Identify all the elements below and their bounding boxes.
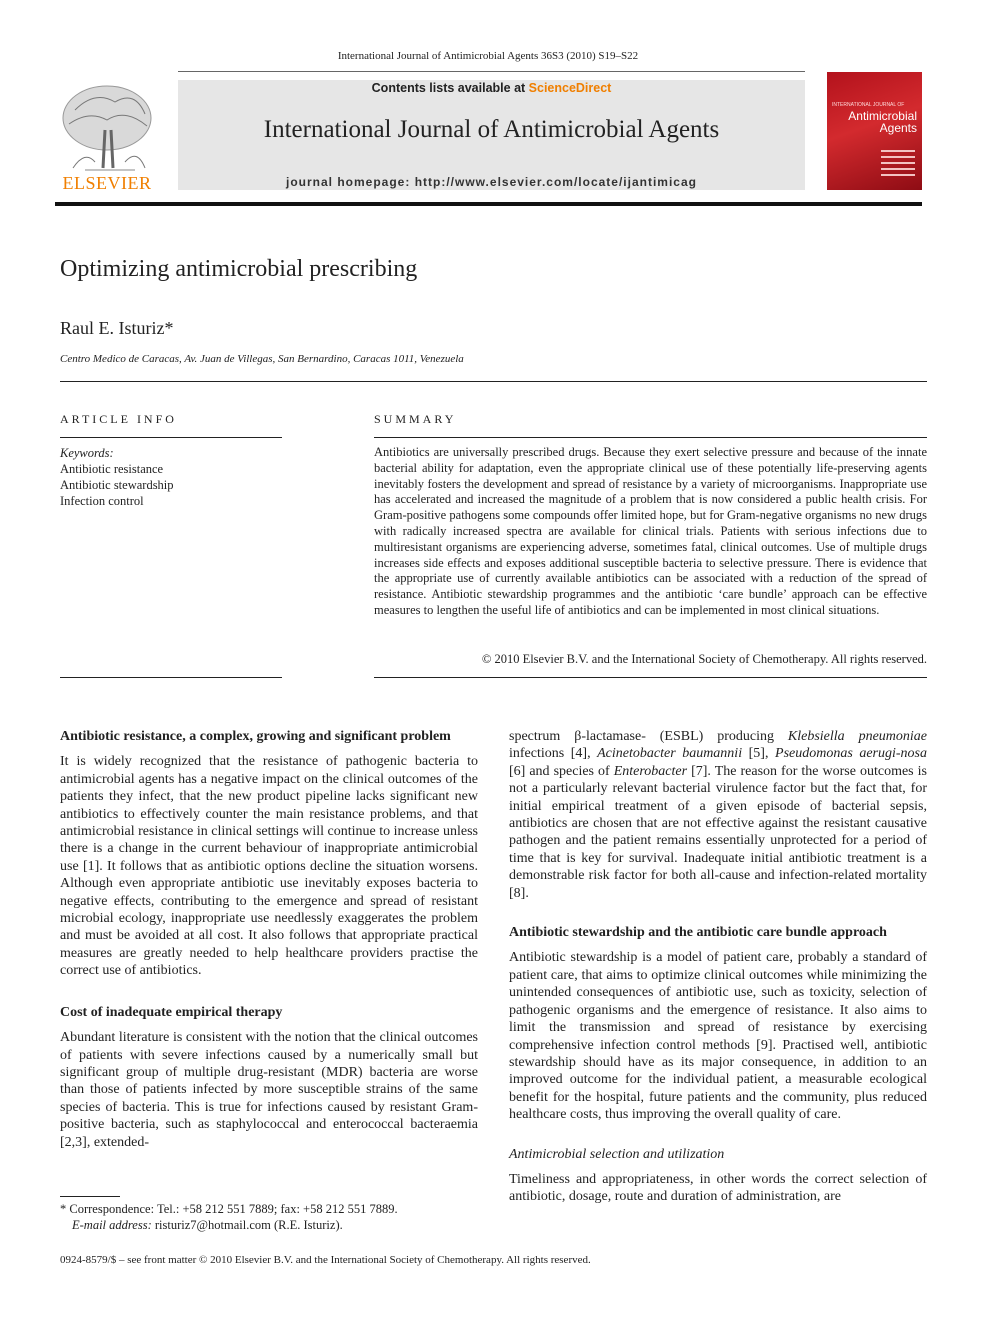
correspondence-text: Tel.: +58 212 551 7889; fax: +58 212 551 7889. [156,1202,398,1216]
correspondence-label: * Correspondence: [60,1202,157,1216]
summary-copyright: © 2010 Elsevier B.V. and the International Society of Chemotherapy. All rights reserved. [481,652,927,666]
text-run: [6] and species of [509,763,614,779]
footnote-email [72,1218,343,1233]
keywords-label: Keywords: [60,446,114,460]
header-top-rule [178,71,805,72]
running-head: International Journal of Antimicrobial Agents 36S3 (2010) S19–S22 [337,50,639,62]
homepage-url-link[interactable]: http://www.elsevier.com/locate/ijantimicag [414,175,697,189]
cover-title: Antimicrobial Agents [848,109,917,135]
article-title: Optimizing antimicrobial prescribing [60,256,418,282]
cover-small-text: INTERNATIONAL JOURNAL OF [832,102,905,108]
organism-name: Enterobacter [613,763,688,779]
summary-bottom-rule [374,677,927,678]
title-rule [60,381,927,382]
footnote-rule [60,1196,120,1197]
section-paragraph: Antibiotic stewardship is a model of patient care, probably a standard of patient care, that aims to optimize clinical outcomes while minimizing the unintended consequences of antibiotic use, such as toxicity, selection of pathogenic organisms and the emergence of resistance. It also aims to limit the transmission and spread of resistance by exercising comprehensive infection control methods [9]. Practised well, antibiotic stewardship should have as its major consequence, in addition to an improved outcome for the individual patient, a measurable ecological benefit for the hospital, future patients and the community, plus reduced healthcare costs, thus improving the overall quality of care. [509,950,927,1123]
section-heading: Cost of inadequate empirical therapy [60,1004,283,1020]
section-heading: Antibiotic resistance, a complex, growing and significant problem [60,729,451,744]
section-paragraph-continued [509,728,927,902]
journal-cover-image [827,72,922,190]
contents-prefix: Contents lists available at [371,81,529,95]
text-run: [7]. The reason for the worse outcomes is not a particularly relevant bacterial virulence factor but the fact that, for initial empirical treatment of a given episode of bacterial sepsis, antibiotics are chosen that are not effective against the resistant causative pathogen and the patient remains essentially unprotected for a period of time that is key for survival. Inadequate initial antibiotic treatment is a demonstrable risk factor for both all-cause and infection-related mortality [8]. [509,763,927,901]
author-name: Raul E. Isturiz* [60,318,174,338]
summary-text: Antibiotics are universally prescribed drugs. Because they exert selective pressure and because of the innate bacterial ability for adaptation, even the appropriate clinical use of these potentially life-preserving agents inevitably fosters the development and spread of resistance by a variety of microorganisms. Inappropriate use has accelerated and increased the magnitude of a problem that is now considered a public health crisis. For Gram-positive pathogens some compounds offer limited hope, but for Gram-negative organisms no new drugs with radically increased spectra are available for clinical trials. Patients with serious infections due to multiresistant organisms are experiencing adverse, sometimes fatal, clinical outcomes. Use of multiple drugs increases side effects and exposes additional susceptible bacteria to selective pressure. There is evidence that the appropriate use of currently available antibiotics can be associated with a reduction of the spread of resistance. Antibiotic stewardship programmes and the antibiotic ‘care bundle’ approach can be effective measures to lengthen the useful life of antibiotics and can be implemented in most clinical situations. [374,445,927,617]
contents-available [178,81,805,95]
organism-name: Pseudomonas aerugi-nosa [775,746,927,762]
text-run: infections [4], [509,746,598,762]
summary-heading: SUMMARY [374,412,457,426]
article-info-heading: ARTICLE INFO [60,412,177,426]
elsevier-wordmark: ELSEVIER [62,173,152,193]
email-label: E-mail address: [72,1218,155,1232]
footnote-correspondence [60,1202,398,1217]
keywords-block [60,445,174,509]
left-column [60,728,478,1151]
keyword-item: Infection control [60,494,144,508]
organism-name: Acinetobacter baumannii [597,746,743,762]
journal-title: International Journal of Antimicrobial Agents [263,116,720,143]
right-column [509,728,927,1206]
section-paragraph: It is widely recognized that the resistance of pathogenic bacteria to antimicrobial agents has a negative impact on the clinical outcomes of the patients they infect, that the new product pipeline lacks significant new antibiotics to effectively counter the main resistance problems, and that antimicrobial resistance in clinical settings will continue to increase unless there is a change in the current behaviour of inappropriate antimicrobial use [1]. It follows that as antibiotic options decline the situation worsens. Although even appropriate antibiotic use inevitably exposes bacteria to negative effects, contributing to the emergence and spread of resistant microbial ecology, inappropriate use needlessly exaggerates the problem and must be avoided at all cost. It also follows that appropriate practical measures are greatly needed to help healthcare providers practise the correct use of antibiotics. [60,754,478,979]
journal-homepage [178,175,805,189]
email-link[interactable]: risturiz7@hotmail.com (R.E. Isturiz). [154,1218,343,1232]
header-thick-rule [55,202,922,206]
sciencedirect-link[interactable]: ScienceDirect [528,81,612,95]
front-matter-line: 0924-8579/$ – see front matter © 2010 Elsevier B.V. and the International Society of Chemotherapy. All rights reserved. [60,1254,591,1266]
section-heading: Antibiotic stewardship and the antibiotic care bundle approach [509,925,887,941]
text-run: [5], [742,746,776,762]
cover-decoration [881,150,915,180]
homepage-label: journal homepage: [286,175,415,189]
organism-name: Klebsiella pneumoniae [787,729,927,744]
author-affiliation: Centro Medico de Caracas, Av. Juan de Villegas, San Bernardino, Caracas 1011, Venezuela [60,353,464,365]
summary-rule [374,437,927,438]
section-paragraph: Abundant literature is consistent with the notion that the clinical outcomes of patients with severe infections caused by a numerically small but significant group of multiple drug-resistant (MDR) bacteria are worse than those of patients infected by more susceptible strains of the same species of bacteria. This is true for infections caused by resistant Gram-positive bacteria, such as staphylococcal and enterococcal bacteraemia [2,3], extended- [60,1030,478,1150]
article-info-bottom-rule [60,677,282,678]
keyword-item: Antibiotic resistance [60,462,164,476]
section-paragraph: Timeliness and appropriateness, in other words the correct selection of antibiotic, dosage, route and duration of administration, are [509,1171,927,1205]
keyword-item: Antibiotic stewardship [60,478,174,492]
subsection-heading: Antimicrobial selection and utilization [509,1146,725,1162]
article-info-rule [60,437,282,438]
text-run: spectrum β-lactamase- (ESBL) producing [509,729,788,744]
